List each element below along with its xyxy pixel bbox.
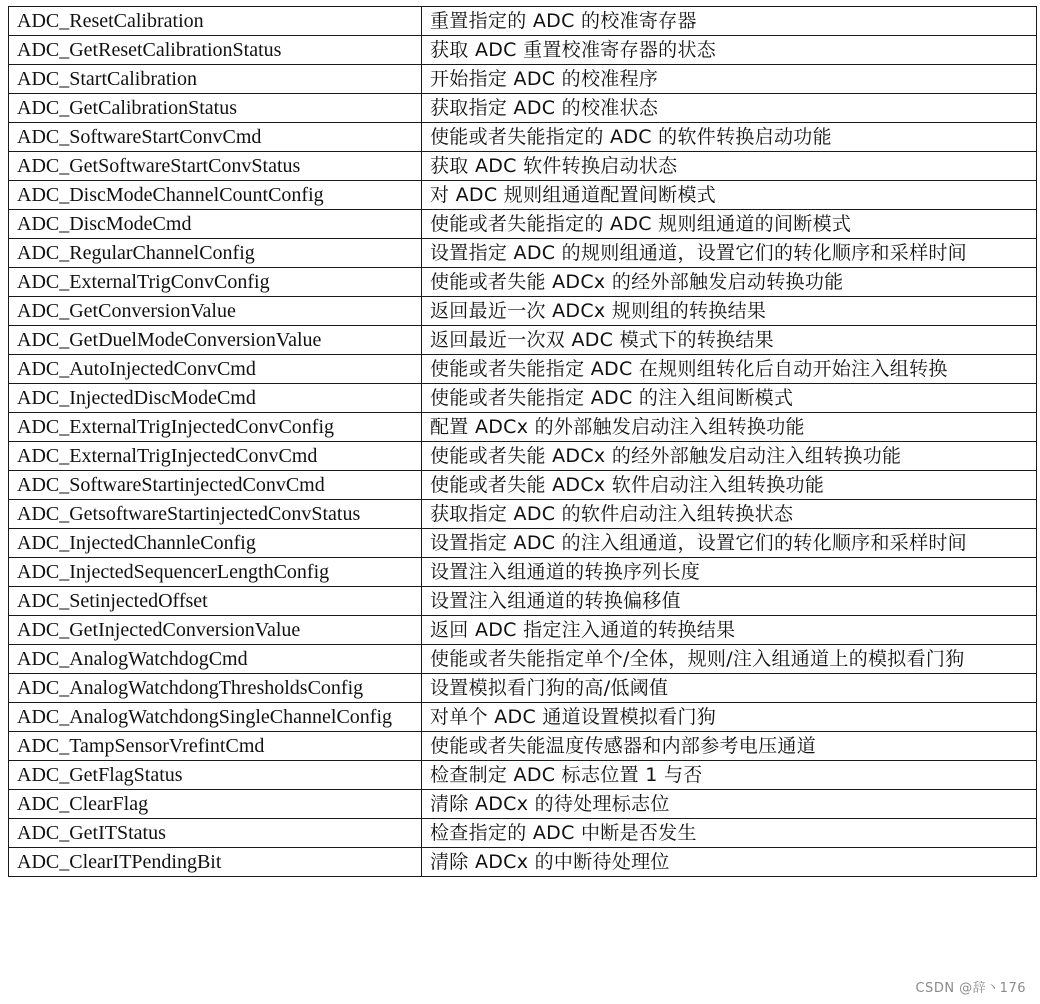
function-description-cell: 返回最近一次 ADCx 规则组的转换结果 [422, 297, 1037, 326]
table-row [9, 703, 1037, 732]
function-description-cell: 使能或者失能指定的 ADC 规则组通道的间断模式 [422, 210, 1037, 239]
function-description-cell: 使能或者失能温度传感器和内部参考电压通道 [422, 732, 1037, 761]
function-description-cell: 设置注入组通道的转换序列长度 [422, 558, 1037, 587]
table-row [9, 355, 1037, 384]
function-description-cell: 设置注入组通道的转换偏移值 [422, 587, 1037, 616]
function-name-cell: ADC_InjectedSequencerLengthConfig [9, 558, 422, 587]
function-name-cell: ADC_AnalogWatchdongThresholdsConfig [9, 674, 422, 703]
function-description-cell: 使能或者失能指定的 ADC 的软件转换启动功能 [422, 123, 1037, 152]
function-description-cell: 清除 ADCx 的待处理标志位 [422, 790, 1037, 819]
function-description-cell: 对 ADC 规则组通道配置间断模式 [422, 181, 1037, 210]
table-row [9, 616, 1037, 645]
function-name-cell: ADC_ClearITPendingBit [9, 848, 422, 877]
table-row [9, 471, 1037, 500]
function-name-cell: ADC_InjectedDiscModeCmd [9, 384, 422, 413]
function-description-cell: 清除 ADCx 的中断待处理位 [422, 848, 1037, 877]
table-row [9, 326, 1037, 355]
table-row [9, 558, 1037, 587]
csdn-watermark: CSDN @辞丶176 [915, 981, 1026, 996]
function-description-cell: 配置 ADCx 的外部触发启动注入组转换功能 [422, 413, 1037, 442]
function-name-cell: ADC_GetCalibrationStatus [9, 94, 422, 123]
function-description-cell: 获取 ADC 软件转换启动状态 [422, 152, 1037, 181]
function-name-cell: ADC_GetDuelModeConversionValue [9, 326, 422, 355]
table-row [9, 152, 1037, 181]
function-name-cell: ADC_GetConversionValue [9, 297, 422, 326]
table-row [9, 587, 1037, 616]
function-name-cell: ADC_GetFlagStatus [9, 761, 422, 790]
table-row [9, 819, 1037, 848]
function-description-cell: 获取指定 ADC 的校准状态 [422, 94, 1037, 123]
table-row [9, 674, 1037, 703]
function-description-cell: 使能或者失能 ADCx 的经外部触发启动转换功能 [422, 268, 1037, 297]
table-row [9, 384, 1037, 413]
function-name-cell: ADC_AnalogWatchdogCmd [9, 645, 422, 674]
function-description-cell: 使能或者失能指定单个/全体，规则/注入组通道上的模拟看门狗 [422, 645, 1037, 674]
function-name-cell: ADC_SoftwareStartinjectedConvCmd [9, 471, 422, 500]
function-name-cell: ADC_RegularChannelConfig [9, 239, 422, 268]
table-body [9, 7, 1037, 877]
function-name-cell: ADC_InjectedChannleConfig [9, 529, 422, 558]
function-name-cell: ADC_TampSensorVrefintCmd [9, 732, 422, 761]
function-description-cell: 检查指定的 ADC 中断是否发生 [422, 819, 1037, 848]
table-row [9, 123, 1037, 152]
function-description-cell: 检查制定 ADC 标志位置 1 与否 [422, 761, 1037, 790]
function-name-cell: ADC_AnalogWatchdongSingleChannelConfig [9, 703, 422, 732]
function-name-cell: ADC_GetITStatus [9, 819, 422, 848]
function-name-cell: ADC_ClearFlag [9, 790, 422, 819]
table-row [9, 761, 1037, 790]
table-row [9, 94, 1037, 123]
function-name-cell: ADC_ResetCalibration [9, 7, 422, 36]
function-description-cell: 对单个 ADC 通道设置模拟看门狗 [422, 703, 1037, 732]
function-name-cell: ADC_GetsoftwareStartinjectedConvStatus [9, 500, 422, 529]
function-description-cell: 重置指定的 ADC 的校准寄存器 [422, 7, 1037, 36]
table-row [9, 65, 1037, 94]
function-description-cell: 返回最近一次双 ADC 模式下的转换结果 [422, 326, 1037, 355]
function-name-cell: ADC_GetResetCalibrationStatus [9, 36, 422, 65]
function-name-cell: ADC_ExternalTrigInjectedConvCmd [9, 442, 422, 471]
function-name-cell: ADC_DiscModeCmd [9, 210, 422, 239]
table-row [9, 239, 1037, 268]
function-name-cell: ADC_ExternalTrigInjectedConvConfig [9, 413, 422, 442]
function-name-cell: ADC_GetInjectedConversionValue [9, 616, 422, 645]
function-description-cell: 开始指定 ADC 的校准程序 [422, 65, 1037, 94]
function-name-cell: ADC_SetinjectedOffset [9, 587, 422, 616]
function-name-cell: ADC_SoftwareStartConvCmd [9, 123, 422, 152]
function-name-cell: ADC_AutoInjectedConvCmd [9, 355, 422, 384]
function-description-cell: 设置指定 ADC 的注入组通道，设置它们的转化顺序和采样时间 [422, 529, 1037, 558]
table-row [9, 413, 1037, 442]
table-row [9, 500, 1037, 529]
function-description-cell: 设置模拟看门狗的高/低阈值 [422, 674, 1037, 703]
function-name-cell: ADC_StartCalibration [9, 65, 422, 94]
function-description-cell: 使能或者失能 ADCx 的经外部触发启动注入组转换功能 [422, 442, 1037, 471]
function-name-cell: ADC_GetSoftwareStartConvStatus [9, 152, 422, 181]
function-description-cell: 设置指定 ADC 的规则组通道，设置它们的转化顺序和采样时间 [422, 239, 1037, 268]
function-name-cell: ADC_DiscModeChannelCountConfig [9, 181, 422, 210]
table-row [9, 7, 1037, 36]
table-row [9, 442, 1037, 471]
table-row [9, 529, 1037, 558]
function-name-cell: ADC_ExternalTrigConvConfig [9, 268, 422, 297]
table-row [9, 210, 1037, 239]
table-row [9, 297, 1037, 326]
table-row [9, 36, 1037, 65]
table-row [9, 790, 1037, 819]
function-table-document [8, 6, 1034, 877]
function-description-cell: 使能或者失能 ADCx 软件启动注入组转换功能 [422, 471, 1037, 500]
function-description-cell: 使能或者失能指定 ADC 的注入组间断模式 [422, 384, 1037, 413]
function-description-cell: 获取 ADC 重置校准寄存器的状态 [422, 36, 1037, 65]
function-description-cell: 使能或者失能指定 ADC 在规则组转化后自动开始注入组转换 [422, 355, 1037, 384]
table-row [9, 181, 1037, 210]
table-row [9, 645, 1037, 674]
table-row [9, 268, 1037, 297]
adc-function-table [8, 6, 1037, 877]
function-description-cell: 返回 ADC 指定注入通道的转换结果 [422, 616, 1037, 645]
table-row [9, 848, 1037, 877]
table-row [9, 732, 1037, 761]
function-description-cell: 获取指定 ADC 的软件启动注入组转换状态 [422, 500, 1037, 529]
